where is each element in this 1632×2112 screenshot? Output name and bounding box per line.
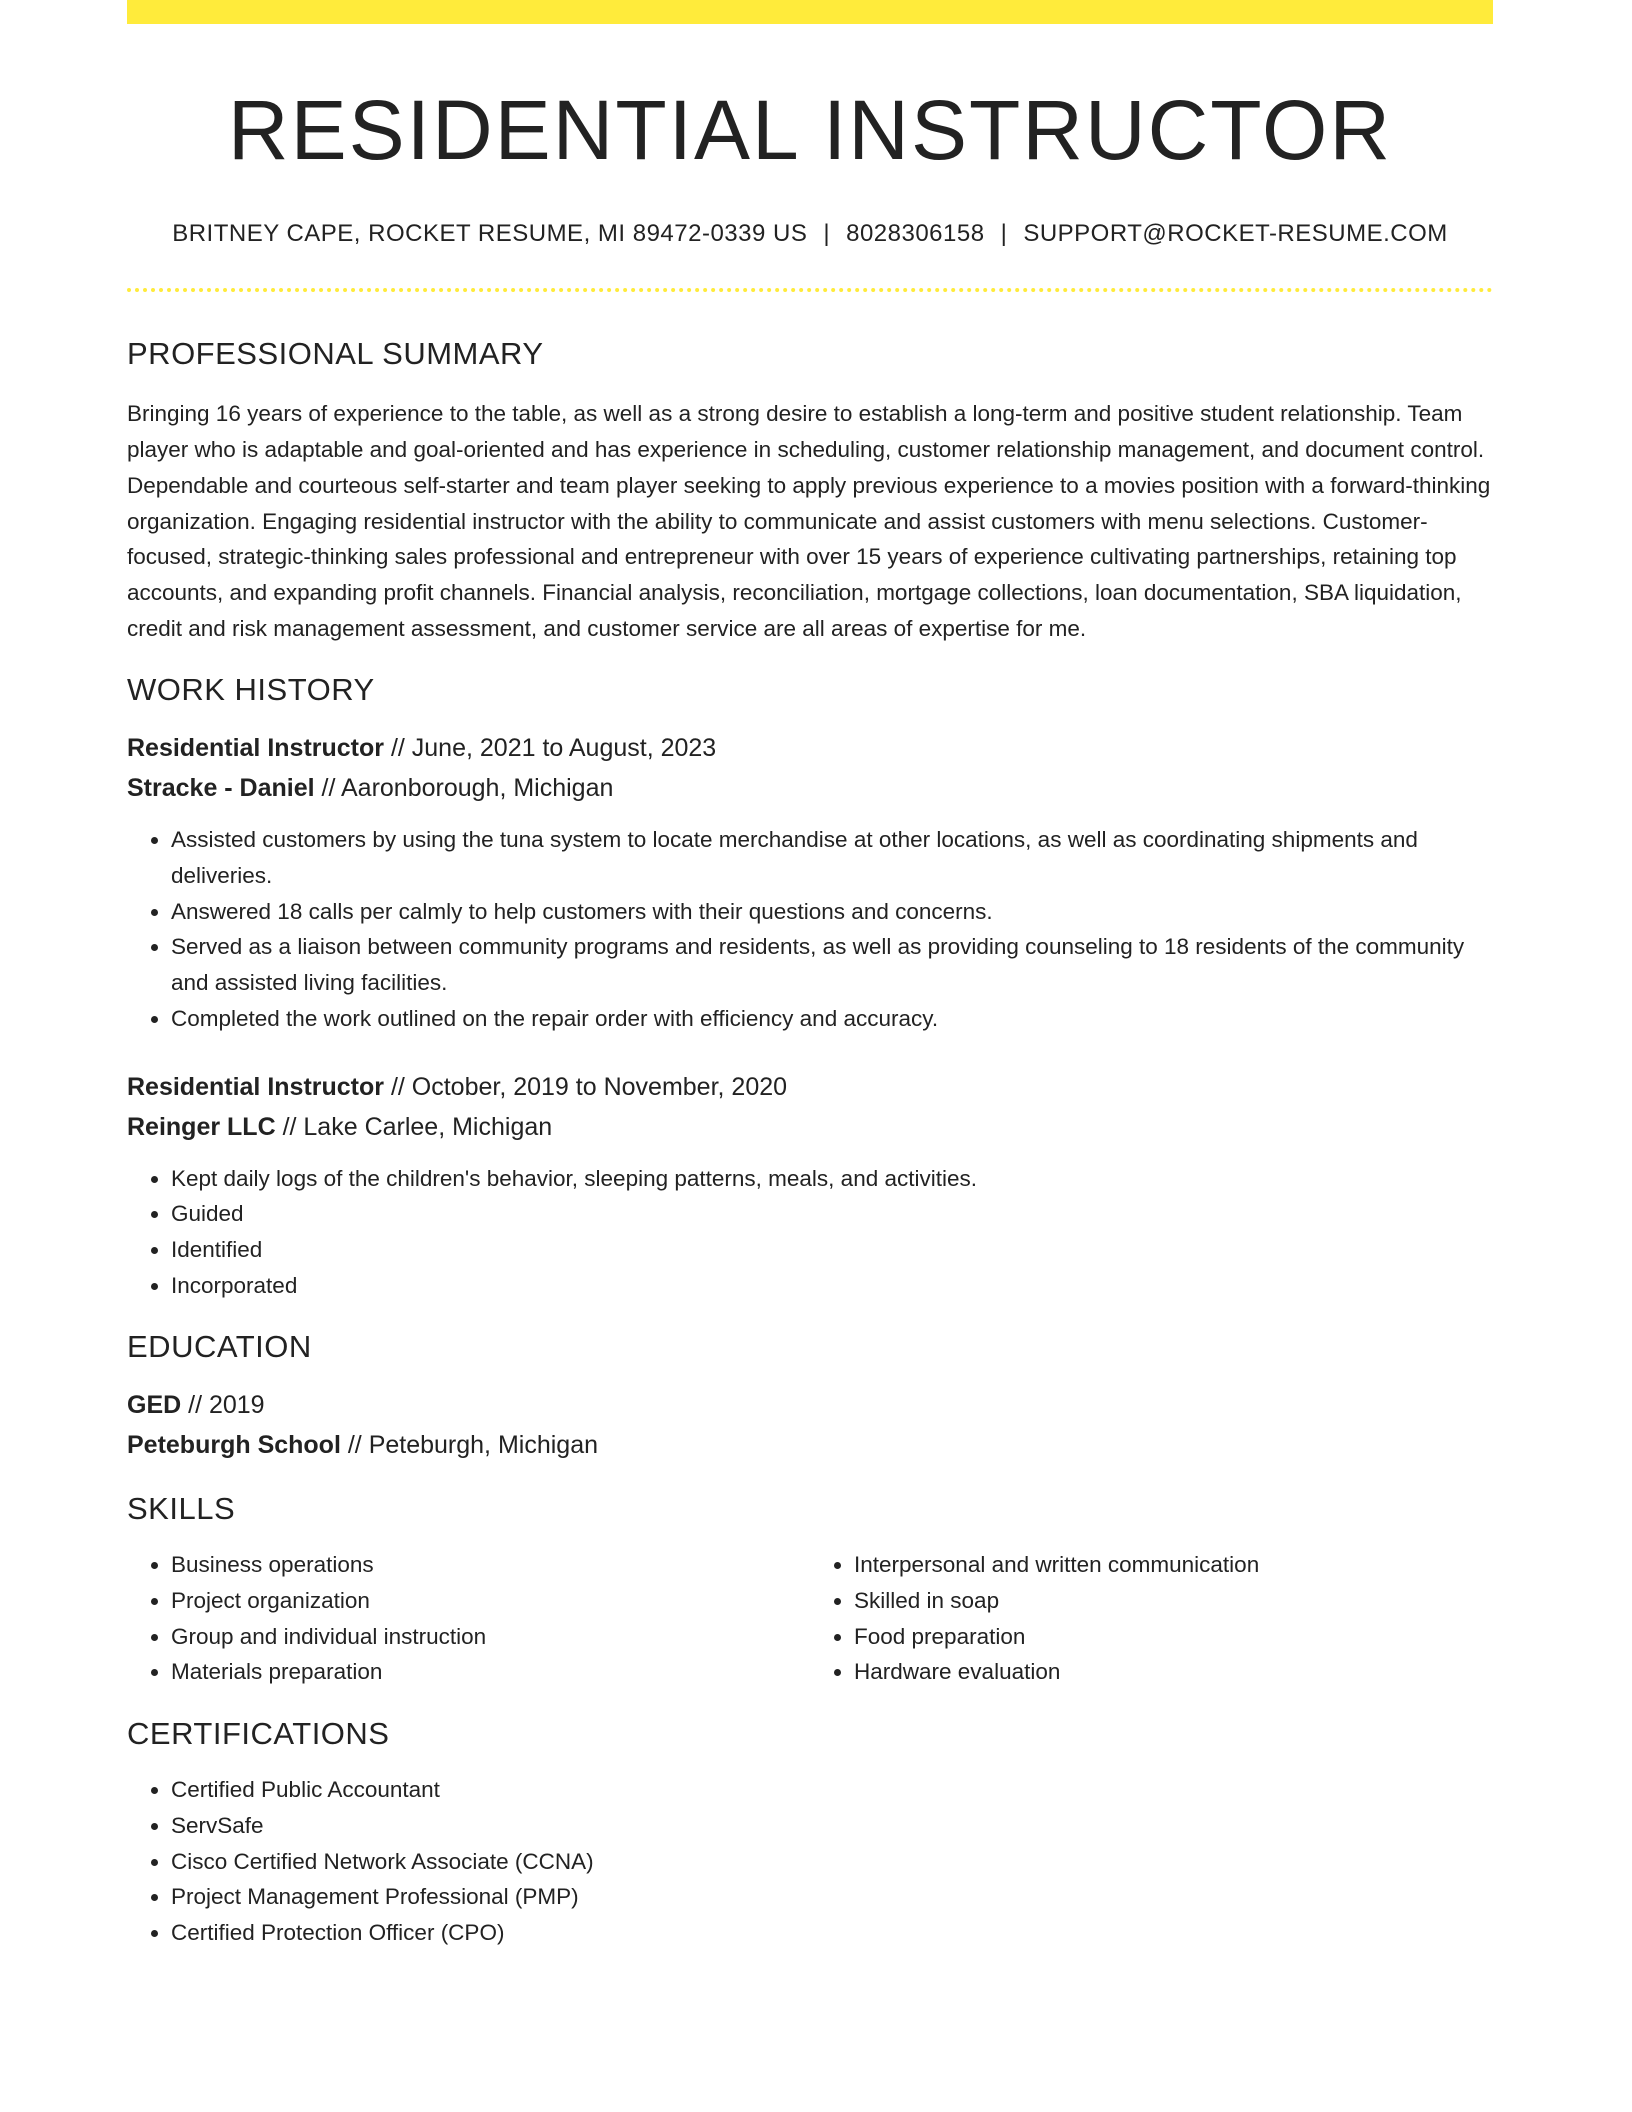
job-company-line — [127, 768, 1493, 808]
job-location: // Aaronborough, Michigan — [314, 774, 614, 803]
resume-name-title: RESIDENTIAL INSTRUCTOR — [227, 83, 1393, 177]
skill-item: • Skilled in soap — [854, 1583, 1493, 1619]
certifications-heading: CERTIFICATIONS — [127, 1716, 390, 1752]
contact-separator: | — [1000, 220, 1008, 248]
skills-heading: SKILLS — [127, 1491, 236, 1527]
job-company: Reinger LLC — [127, 1112, 276, 1141]
certification-item: • Certified Public Accountant — [171, 1772, 1493, 1808]
contact-address: BRITNEY CAPE, ROCKET RESUME, MI 89472-0339 US — [172, 220, 808, 248]
job-title-line — [127, 728, 1493, 768]
education-location: // Peteburgh, Michigan — [340, 1431, 598, 1460]
skill-item: • Materials preparation — [171, 1654, 810, 1690]
contact-line — [127, 220, 1493, 248]
certification-item: • Certified Protection Officer (CPO) — [171, 1915, 1493, 1951]
skills-list — [127, 1547, 810, 1690]
job-title-line — [127, 1067, 1493, 1107]
job-bullet: • Kept daily logs of the children's behavior, sleeping patterns, meals, and activities. — [171, 1161, 1493, 1197]
contact-phone: 8028306158 — [846, 220, 985, 248]
job-bullet: • Identified — [171, 1232, 1493, 1268]
job-bullets — [127, 1161, 1493, 1304]
skills-column-left — [127, 1547, 810, 1690]
certification-item: • ServSafe — [171, 1808, 1493, 1844]
skill-item: • Group and individual instruction — [171, 1619, 810, 1655]
accent-bar — [127, 0, 1493, 24]
skill-item: • Business operations — [171, 1547, 810, 1583]
certification-item: • Project Management Professional (PMP) — [171, 1879, 1493, 1915]
contact-separator: | — [823, 220, 831, 248]
job-company: Stracke - Daniel — [127, 774, 315, 803]
skills-column-right — [810, 1547, 1493, 1690]
job-bullet: • Assisted customers by using the tuna system to locate merchandise at other locations, as well as coordinating shipments and deliveries. — [171, 822, 1493, 893]
work-history-heading: WORK HISTORY — [127, 672, 375, 708]
summary-heading: PROFESSIONAL SUMMARY — [127, 336, 544, 372]
skill-item: • Project organization — [171, 1583, 810, 1619]
job-bullet: • Completed the work outlined on the repair order with efficiency and accuracy. — [171, 1001, 1493, 1037]
job-company-line — [127, 1107, 1493, 1147]
job-bullets — [127, 822, 1493, 1036]
education-degree: GED — [127, 1391, 182, 1420]
job-bullet: • Incorporated — [171, 1268, 1493, 1304]
job-role: Residential Instructor — [127, 1072, 384, 1101]
job-bullet: • Answered 18 calls per calmly to help customers with their questions and concerns. — [171, 894, 1493, 930]
skills-grid — [127, 1547, 1493, 1690]
job-entry — [127, 728, 1493, 1036]
job-entry — [127, 1067, 1493, 1304]
certification-item: • Cisco Certified Network Associate (CCNA) — [171, 1844, 1493, 1880]
job-dates: // October, 2019 to November, 2020 — [384, 1072, 788, 1101]
education-year: // 2019 — [181, 1391, 265, 1420]
job-bullet: • Served as a liaison between community programs and residents, as well as providing counseling to 18 residents of the community and assisted living facilities. — [171, 929, 1493, 1000]
education-school-line — [127, 1425, 1493, 1465]
certifications-list — [127, 1772, 1493, 1951]
job-role: Residential Instructor — [127, 734, 384, 763]
education-degree-line — [127, 1385, 1493, 1425]
job-bullet: • Guided — [171, 1196, 1493, 1232]
summary-text: Bringing 16 years of experience to the table, as well as a strong desire to establish a long-term and positive student relationship. Team player who is adaptable and goal-oriented and has experience in scheduling, customer relationship management, and document control. Dependable and courteous self-starter and team player seeking to apply previous experience to a movies position with a forward-thinking organization. Engaging residential instructor with the ability to communicate and assist customers with menu selections. Customer-focused, strategic-thinking sales professional and entrepreneur with over 15 years of experience cultivating partnerships, retaining top accounts, and expanding profit channels. Financial analysis, reconciliation, mortgage collections, loan documentation, SBA liquidation, credit and risk management assessment, and customer service are all areas of expertise for me. — [127, 401, 1491, 641]
skill-item: • Interpersonal and written communication — [854, 1547, 1493, 1583]
education-heading: EDUCATION — [127, 1329, 312, 1365]
skill-item: • Food preparation — [854, 1619, 1493, 1655]
job-dates: // June, 2021 to August, 2023 — [384, 734, 717, 763]
skills-list — [810, 1547, 1493, 1690]
job-location: // Lake Carlee, Michigan — [275, 1112, 553, 1141]
skill-item: • Hardware evaluation — [854, 1654, 1493, 1690]
education-school: Peteburgh School — [127, 1431, 341, 1460]
contact-email: SUPPORT@ROCKET-RESUME.COM — [1023, 220, 1448, 248]
resume-page — [127, 0, 1493, 1951]
dotted-divider — [127, 288, 1493, 292]
